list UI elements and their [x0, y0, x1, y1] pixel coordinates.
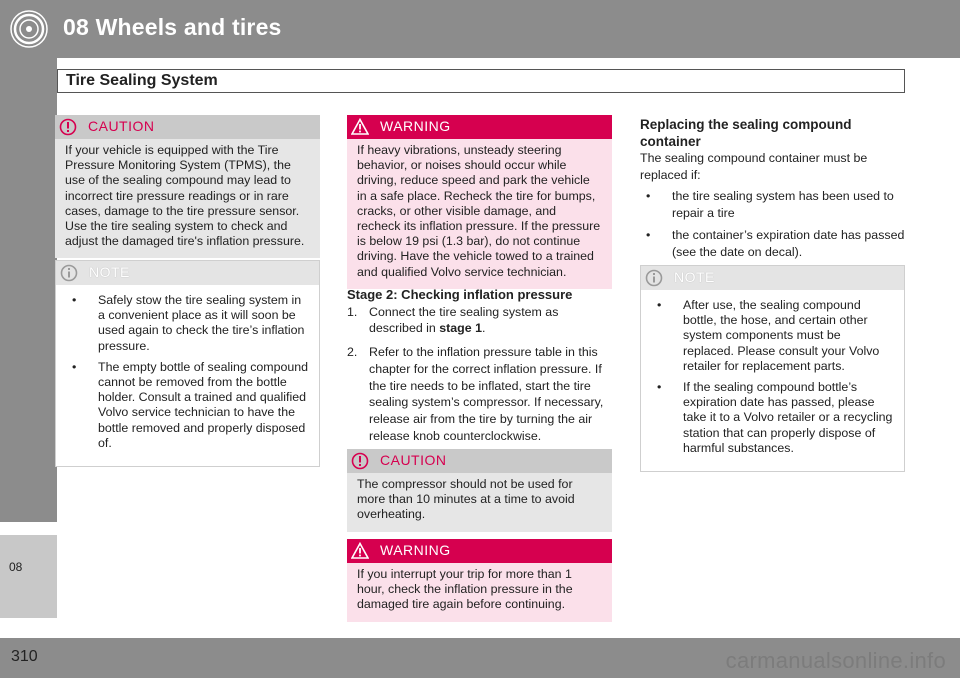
side-tab-label: 08 [9, 560, 23, 574]
replace-heading: Replacing the sealing compound container [640, 117, 852, 149]
caution-box [55, 115, 320, 258]
list-item: • The empty bottle of sealing compound cannot be removed from the bottle holder. Consult a trained and qualified Volvo service technician to have the bottle removed and properly disposed of. [66, 360, 309, 451]
caution-title: CAUTION [88, 118, 155, 134]
caution-text: The compressor should not be used for more than 10 minutes at a time to avoid overheating. [347, 473, 612, 532]
section-header [57, 69, 905, 93]
caution-text: If your vehicle is equipped with the Tire Pressure Monitoring System (TPMS), the use of the sealing compound may lead to incorrect tire pressure readings or in rare cases, damage to the tire pressure sensor. Use the tire sealing system to check and adjust the damaged tire's inflation pressure. [55, 139, 320, 258]
warning-text: If heavy vibrations, unsteady steering behavior, or noises should occur while driving, reduce speed and park the vehicle in a safe place. Recheck the tire for bumps, cracks, or other visible damage, and recheck its inflation pressure. If the pressure is below 19 psi (1.3 bar), do not continue driving. Have the vehicle towed to a trained and qualified Volvo service technician. [347, 139, 612, 289]
replace-intro: The sealing compound container must be replaced if: [640, 151, 868, 183]
note-title: NOTE [89, 264, 130, 280]
stage2-heading: Stage 2: Checking inflation pressure [347, 287, 573, 302]
note-box [55, 260, 320, 467]
caution-title: CAUTION [380, 452, 447, 468]
list-item: • Safely stow the tire sealing system in a convenient place as it will soon be used again to check the tire’s inflation pressure. [66, 293, 309, 354]
info-circle-icon [60, 264, 78, 282]
step-number: 2. [347, 345, 358, 360]
watermark: carmanualsonline.info [725, 648, 946, 673]
list-item: • If the sealing compound bottle’s expiration date has passed, please take it to a Volvo retailer or a recycling station that can properly dispose of harmful substances. [651, 380, 894, 456]
side-tab [0, 58, 57, 618]
warning-text: If you interrupt your trip for more than 1 hour, check the inflation pressure in the damaged tire again before continuing. [347, 563, 612, 622]
caution-box [347, 449, 612, 532]
exclamation-circle-icon [59, 118, 77, 136]
list-item: • the tire sealing system has been used to repair a tire [640, 188, 908, 221]
step-2 [347, 344, 613, 444]
step-text: Refer to the inflation pressure table in this chapter for the correct inflation pressure. If the tire needs to be inflated, start the tire sealing system’s compressor. If necessary, release air from the tire by turning the air release knob counterclockwise. [369, 345, 604, 443]
warning-title: WARNING [380, 118, 451, 134]
exclamation-circle-icon [351, 452, 369, 470]
header-bar [0, 0, 960, 58]
warning-box [347, 539, 612, 622]
chapter-title: 08 Wheels and tires [63, 14, 282, 40]
warning-title: WARNING [380, 542, 451, 558]
note-title: NOTE [674, 269, 715, 285]
step-text: Connect the tire sealing system as described in [369, 304, 559, 336]
note-box [640, 265, 905, 472]
step-bold: stage 1 [439, 321, 482, 336]
wheel-icon [10, 10, 48, 48]
step-1: 1. Connect the tire sealing system as described in stage 1. [347, 304, 559, 336]
section-title: Tire Sealing System [66, 72, 218, 89]
info-circle-icon [645, 269, 663, 287]
warning-triangle-icon [351, 118, 369, 136]
warning-box [347, 115, 612, 289]
replace-section [640, 117, 908, 267]
step-number: 1. [347, 304, 358, 319]
warning-triangle-icon [351, 542, 369, 560]
page-number: 310 [11, 648, 38, 665]
list-item: • the container’s expiration date has passed (see the date on decal). [640, 227, 908, 260]
stage2-section [347, 287, 613, 451]
list-item: • After use, the sealing compound bottle, the hose, and certain other system components must be replaced. Please consult your Volvo retailer for replacement parts. [651, 298, 894, 374]
